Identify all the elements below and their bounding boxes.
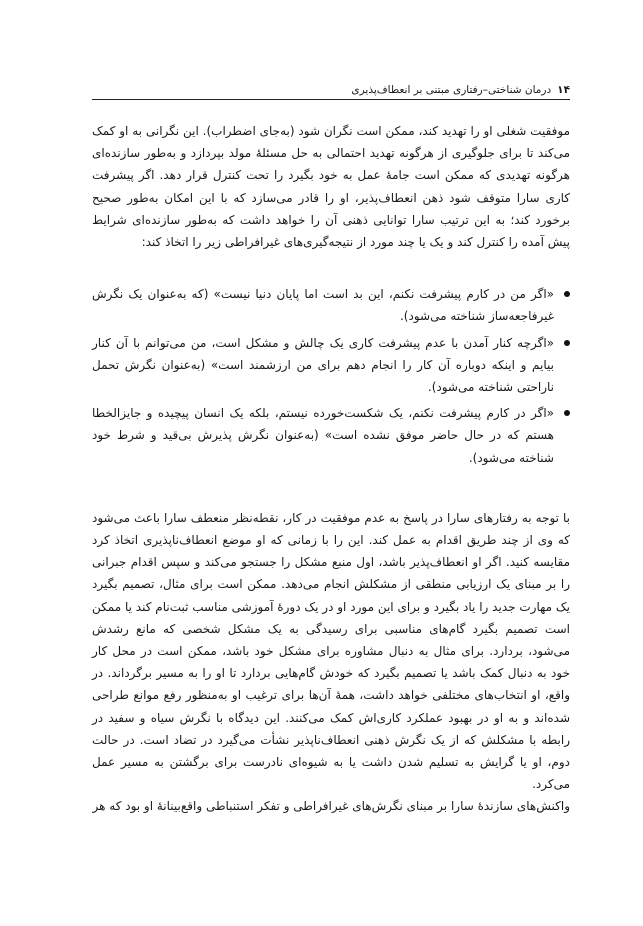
bullet-text: «اگرچه کنار آمدن با عدم پیشرفت کاری یک چالش و مشکل است، من می‌توانم با آن کنار بیایم و اینکه دوباره آن کار را انجام دهم برای من ارزشمند است» (به‌عنوان نگرش تحمل ناراحتی شناخته می‌شود).	[92, 335, 554, 395]
paragraph: با توجه به رفتارهای سارا در پاسخ به عدم موفقیت در کار، نقطه‌نظر منعطف سارا باعث می‌شود که وی از چند طریق اقدام به عمل کند. این را با زمانی که او موضع انعطاف‌ناپذیری اتخاذ کرد مقایسه کنید. اگر او انعطاف‌پذیر باشد، اول منبع مشکل را جستجو می‌کند و سپس اقدام جبرانی را بر مبنای یک ارزیابی منطقی از مشکلش انجام می‌دهد. ممکن است برای مثال، تصمیم بگیرد یک مهارت جدید را یاد بگیرد و برای این مورد او در یک دورهٔ آموزشی مناسب ثبت‌نام کند یا ممکن است تصمیم بگیرد گام‌های مناسبی برای رسیدگی به یک مشکل شخصی که مانع رشدش می‌شود، بردارد. برای مثال به دنبال مشاوره برای مشکل خود باشد، ممکن است در محل کار خود به دنبال کمک باشد یا تصمیم بگیرد که خودش گام‌هایی بردارد تا او را به مسیر برگرداند. در واقع، او انتخاب‌های مختلفی خواهد داشت، همهٔ آن‌ها برای ترغیب او به‌منظور رفع موانع طراحی شده‌اند و به او در بهبود عملکرد کاری‌اش کمک می‌کنند. این دیدگاه با نگرش سیاه و سفید در رابطه با مشکلش که از یک نگرش ذهنی انعطاف‌ناپذیر نشأت می‌گیرد در تضاد است. در حالت دوم، او یا گرایش به تسلیم شدن داشت یا به شیوه‌ای نادرست برای برگشتن به مسیر عمل می‌کرد.	[92, 510, 570, 792]
page-number: ۱۴	[557, 84, 570, 96]
page-body	[92, 120, 570, 818]
running-header	[92, 78, 570, 100]
running-title: درمان شناختی–رفتاری مبتنی بر انعطاف‌پذیری	[351, 84, 552, 96]
bullet-icon	[564, 410, 570, 416]
list-item	[92, 332, 570, 399]
bullet-icon	[564, 340, 570, 346]
paragraph: واکنش‌های سازندهٔ سارا بر مبنای نگرش‌های غیرافراطی و تفکر استنباطی واقع‌بینانهٔ او بود که هر	[92, 799, 570, 814]
bullet-list	[92, 283, 570, 469]
bullet-icon	[564, 291, 570, 297]
paragraph: موفقیت شغلی او را تهدید کند، ممکن است نگران شود (به‌جای اضطراب). این نگرانی به او کمک می‌کند تا برای جلوگیری از هرگونه تهدید احتمالی به حل مسئلهٔ مولد بپردازد و به‌طور سازنده‌ای هرگونه تهدیدی که ممکن است جامهٔ عمل به خود بگیرد را تحت کنترل قرار دهد. اگر پیشرفت کاری سارا متوقف شود ذهن انعطاف‌پذیر، او را قادر می‌سازد که با این امکان به‌طور صحیح برخورد کند؛ به این ترتیب سارا توانایی ذهنی آن را خواهد داشت که به‌طور سازنده‌ای شرایط پیش آمده را کنترل کند و یک یا چند مورد از نتیجه‌گیری‌های غیرافراطی زیر را اتخاذ کند:	[92, 124, 570, 250]
bullet-text: «اگر من در کارم پیشرفت نکنم، این بد است اما پایان دنیا نیست» (که به‌عنوان یک نگرش غیرفاجعه‌ساز شناخته می‌شود).	[92, 287, 554, 324]
bullet-text: «اگر در کارم پیشرفت نکنم، یک شکست‌خورده نیستم، بلکه یک انسان پیچیده و جایزالخطا هستم که در حال حاضر موفق نشده است» (به‌عنوان نگرش پذیرش بی‌قید و شرط خود شناخته می‌شود).	[92, 406, 554, 465]
list-item	[92, 402, 570, 469]
list-item	[92, 283, 570, 327]
